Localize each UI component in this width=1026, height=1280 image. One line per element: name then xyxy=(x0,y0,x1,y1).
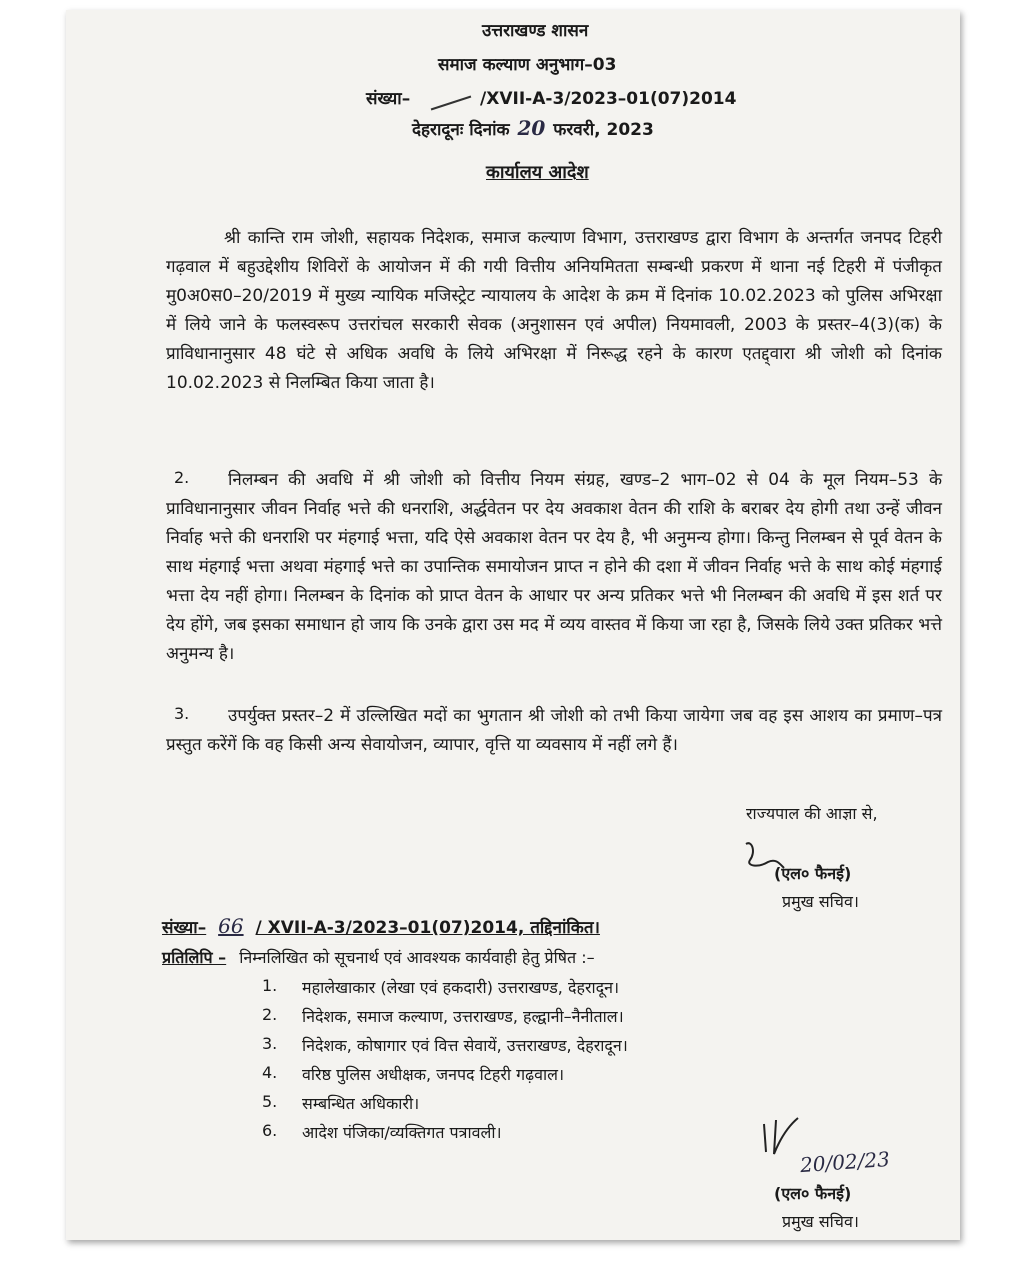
recipient-number: 3. xyxy=(262,1034,278,1053)
recipient-number: 6. xyxy=(262,1121,278,1140)
recipient-number: 5. xyxy=(262,1092,278,1111)
copy-intro-line xyxy=(162,946,595,968)
copy-number-label: संख्या– xyxy=(162,918,207,938)
copy-number-value: / XVII-A-3/2023–01(07)2014, तद्दिनांकित। xyxy=(255,918,600,938)
recipient-text: वरिष्ठ पुलिस अधीक्षक, जनपद टिहरी गढ़वाल। xyxy=(302,1065,565,1084)
signatory-name: (एल० फैनई) xyxy=(774,864,852,883)
paragraph-2: निलम्बन की अवधि में श्री जोशी को वित्तीय नियम संग्रह, खण्ड–2 भाग–02 से 04 के मूल नियम–53 के प्राविधानानुसार जीवन निर्वाह भत्ते की धनराशि, अर्द्धवेतन पर देय अवकाश वेतन की राशि के बराबर देय होगी तथा उन्हें जीवन निर्वाह भत्ते की धनराशि पर मंहगाई भत्ता, यदि ऐसे अवकाश वेतन पर देय है, भी अनुमन्य होगा। किन्तु निलम्बन से पूर्व वेतन के साथ मंहगाई भत्ता अथवा मंहगाई भत्ते का उपान्तिक समायोजन प्राप्त न होने की दशा में जीवन निर्वाह भत्ते के साथ कोई मंहगाई भत्ता देय नहीं होगा। निलम्बन के दिनांक को प्राप्त वेतन के आधार पर अन्य प्रतिकर भत्ते भी निलम्बन की अवधि में इस शर्त पर देय होंगे, जब इसका समाधान हो जाय कि उनके द्वारा उस मद में व्यय वास्तव में किया जा रहा है, जिसके लिये उक्त प्रतिकर भत्ते अनुमन्य है। xyxy=(166,470,942,664)
copy-intro: निम्नलिखित को सूचनार्थ एवं आवश्यक कार्यवाही हेतु प्रेषित :– xyxy=(239,948,595,967)
date-suffix: फरवरी, 2023 xyxy=(553,120,654,140)
number-dash-scrawl xyxy=(431,96,472,111)
department-heading: समाज कल्याण अनुभाग–03 xyxy=(438,55,617,75)
paragraph-2-number: 2. xyxy=(174,468,190,487)
document-title: कार्यालय आदेश xyxy=(486,162,589,183)
date-prefix: देहरादूनः दिनांक xyxy=(412,120,510,140)
document-page xyxy=(66,10,960,1240)
recipient-text: निदेशक, समाज कल्याण, उत्तराखण्ड, हल्द्वानी–नैनीताल। xyxy=(302,1007,624,1026)
copy-number xyxy=(162,914,600,938)
authority-line: राज्यपाल की आज्ञा से, xyxy=(746,804,878,823)
recipient-number: 4. xyxy=(262,1063,278,1082)
date-handwritten: 20 xyxy=(517,116,546,140)
paragraph-3: उपर्युक्त प्रस्तर–2 में उल्लिखित मदों का भुगतान श्री जोशी को तभी किया जायेगा जब वह इस आशय का प्रमाण–पत्र प्रस्तुत करेंगें कि वह किसी अन्य सेवायोजन, व्यापार, वृत्ति या व्यवसाय में नहीं लगे हैं। xyxy=(166,706,942,755)
number-label: संख्या– xyxy=(366,89,411,109)
second-signatory-designation: प्रमुख सचिव। xyxy=(782,1212,859,1231)
paragraph-3-number: 3. xyxy=(174,704,190,723)
copy-number-handwritten: 66 xyxy=(218,914,244,938)
recipient-text: निदेशक, कोषागार एवं वित्त सेवायें, उत्तराखण्ड, देहरादून। xyxy=(302,1036,628,1055)
copy-prefix: प्रतिलिपि – xyxy=(162,948,227,967)
signatory-designation: प्रमुख सचिव। xyxy=(782,892,859,911)
order-date xyxy=(412,116,654,140)
recipient-text: आदेश पंजिका/व्यक्तिगत पत्रावली। xyxy=(302,1123,502,1142)
handwritten-date: 20/02/23 xyxy=(799,1146,891,1178)
initials-scribble xyxy=(758,1110,804,1170)
government-heading: उत्तराखण्ड शासन xyxy=(482,21,589,41)
paragraph-1: श्री कान्ति राम जोशी, सहायक निदेशक, समाज कल्याण विभाग, उत्तराखण्ड द्वारा विभाग के अन्तर्गत जनपद टिहरी गढ़वाल में बहुउद्देशीय शिविरों के आयोजन में की गयी वित्तीय अनियमितता सम्बन्धी प्रकरण में थाना नई टिहरी में पंजीकृत मु0अ0स0–20/2019 में मुख्य न्यायिक मजिस्ट्रेट न्यायालय के आदेश के क्रम में दिनांक 10.02.2023 को पुलिस अभिरक्षा में लिये जाने के फलस्वरूप उत्तरांचल सरकारी सेवक (अनुशासन एवं अपील) नियमावली, 2003 के प्रस्तर–4(3)(क) के प्राविधानानुसार 48 घंटे से अधिक अवधि के लिये अभिरक्षा में निरूद्ध रहने के कारण एतद्द्वारा श्री जोशी को दिनांक 10.02.2023 से निलम्बित किया जाता है। xyxy=(166,228,942,393)
recipient-number: 1. xyxy=(262,976,278,995)
number-value: /XVII-A-3/2023–01(07)2014 xyxy=(480,89,737,109)
recipient-text: सम्बन्धित अधिकारी। xyxy=(302,1094,420,1113)
recipient-number: 2. xyxy=(262,1005,278,1024)
second-signatory-name: (एल० फैनई) xyxy=(774,1184,852,1203)
recipient-text: महालेखाकार (लेखा एवं हकदारी) उत्तराखण्ड, देहरादून। xyxy=(302,978,620,997)
order-number xyxy=(366,86,736,109)
